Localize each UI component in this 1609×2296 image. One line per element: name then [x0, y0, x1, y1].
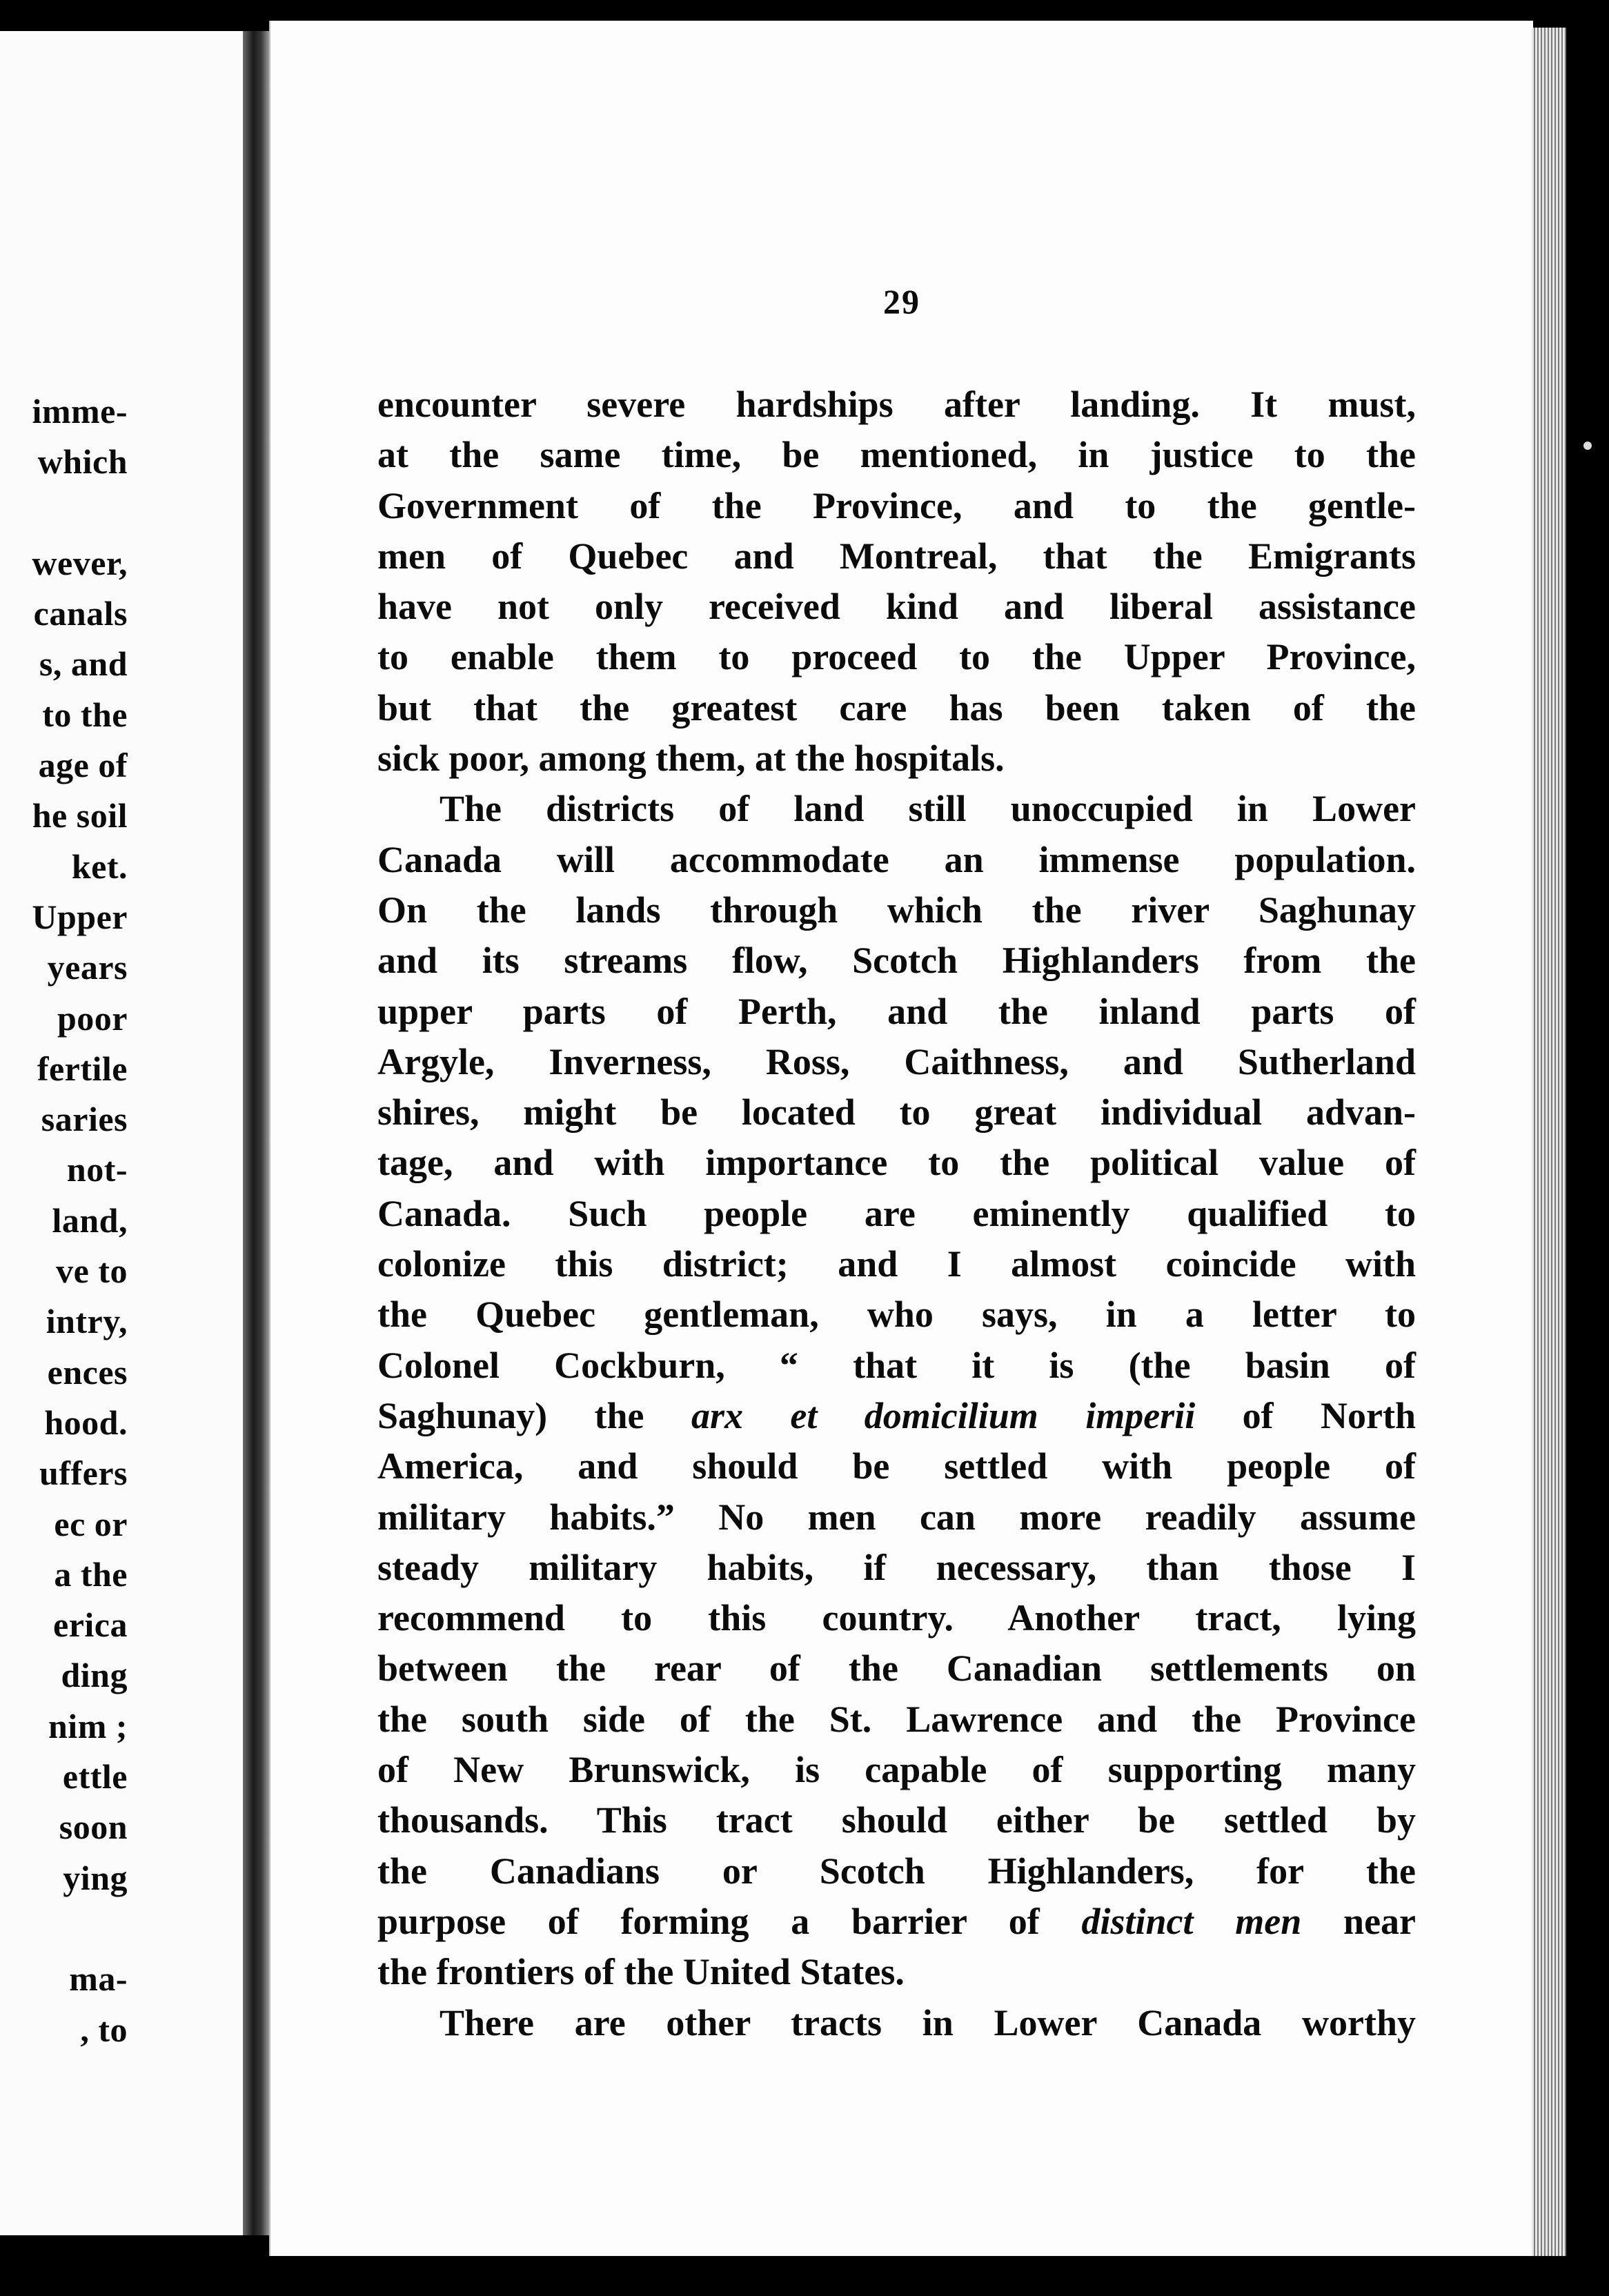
text-line: and its streams flow, Scotch Highlanders from the — [377, 940, 1416, 982]
text-line: sick poor, among them, at the hospitals. — [377, 738, 1005, 780]
left-line: years — [47, 948, 128, 987]
text-line: Argyle, Inverness, Ross, Caithness, and Sutherland — [377, 1040, 1416, 1082]
left-line: saries — [41, 1100, 128, 1139]
left-line: age of — [38, 746, 128, 785]
text-line: the south side of the St. Lawrence and the Province — [377, 1698, 1416, 1740]
left-page-fragment — [0, 31, 245, 2235]
left-line: soon — [59, 1808, 128, 1847]
left-line: uffers — [39, 1454, 128, 1493]
left-line: imme- — [32, 392, 128, 430]
left-line — [0, 488, 128, 538]
paragraph-start-line: There are other tracts in Lower Canada worthy — [440, 2001, 1416, 2043]
page-stack-edge — [1532, 28, 1566, 2256]
italic-phrase: distinct men — [1081, 1900, 1302, 1942]
book-gutter — [243, 31, 269, 2235]
text-line: Canada. Such people are eminently qualified to — [377, 1192, 1416, 1234]
text-line: Canada will accommodate an immense population. — [377, 838, 1416, 880]
text-line: America, and should be settled with people of — [377, 1445, 1416, 1487]
text-line: the Quebec gentleman, who says, in a letter to — [377, 1294, 1416, 1336]
text-line: to enable them to proceed to the Upper Province, — [377, 636, 1416, 678]
left-line: hood. — [44, 1403, 128, 1442]
left-line: he soil — [32, 796, 128, 835]
text-line-with-italic — [377, 1897, 1416, 1947]
text-line: recommend to this country. Another tract, lying — [377, 1597, 1416, 1639]
text-line: between the rear of the Canadian settlements on — [377, 1647, 1416, 1690]
left-line: poor — [57, 998, 128, 1038]
left-line: ettle — [62, 1757, 128, 1797]
left-line: canals — [33, 594, 128, 633]
left-line: intry, — [46, 1302, 128, 1341]
left-page-text — [0, 386, 128, 2055]
text-line: shires, might be located to great individual advan- — [377, 1091, 1416, 1134]
text-line: but that the greatest care has been taken of the — [377, 686, 1416, 729]
text-line: of New Brunswick, is capable of supporting many — [377, 1749, 1416, 1791]
left-line: erica — [53, 1605, 128, 1645]
text-segment: Saghunay) the — [377, 1394, 644, 1436]
text-line: have not only received kind and liberal assistance — [377, 586, 1416, 628]
text-line: men of Quebec and Montreal, that the Emigrants — [377, 535, 1416, 577]
left-line: ket. — [71, 847, 128, 886]
text-line: upper parts of Perth, and the inland parts of — [377, 990, 1416, 1032]
text-line: military habits.” No men can more readily assume — [377, 1496, 1416, 1538]
left-line: ences — [47, 1352, 128, 1392]
left-line: to the — [42, 695, 128, 734]
text-line: thousands. This tract should either be settled by — [377, 1799, 1416, 1841]
text-line: Government of the Province, and to the gentle- — [377, 484, 1416, 526]
left-line: fertile — [37, 1049, 128, 1088]
left-line: land, — [52, 1200, 128, 1240]
left-line — [0, 1903, 128, 1954]
left-line: ying — [63, 1858, 128, 1897]
text-line: the frontiers of the United States. — [377, 1951, 905, 1993]
text-segment: purpose of forming a barrier of — [377, 1900, 1040, 1942]
left-line: which — [37, 442, 128, 482]
text-line: the Canadians or Scotch Highlanders, for the — [377, 1850, 1416, 1892]
text-segment: of North — [1242, 1394, 1416, 1436]
text-line: Colonel Cockburn, “ that it is (the basin of — [377, 1344, 1416, 1386]
text-line: tage, and with importance to the political value of — [377, 1142, 1416, 1184]
left-line: s, and — [39, 644, 128, 684]
left-line: not- — [66, 1150, 128, 1189]
italic-phrase: arx et domicilium imperii — [691, 1394, 1196, 1436]
left-line: ding — [61, 1656, 128, 1695]
text-line: encounter severe hardships after landing. It must, — [377, 384, 1416, 425]
left-line: , to — [80, 2010, 128, 2049]
left-line: ma- — [69, 1959, 128, 1999]
text-line: On the lands through which the river Saghunay — [377, 889, 1416, 931]
right-page — [269, 21, 1533, 2256]
text-line: steady military habits, if necessary, than those I — [377, 1546, 1416, 1588]
left-line: wever, — [32, 543, 128, 582]
page-body-text — [377, 379, 1416, 2048]
paragraph-start-line: The districts of land still unoccupied in Lower — [440, 788, 1416, 830]
paper-speck — [1583, 442, 1592, 450]
left-line: Upper — [32, 897, 128, 936]
text-line-with-italic — [377, 1391, 1416, 1441]
page-number: 29 — [883, 282, 920, 321]
left-line: nim ; — [48, 1706, 128, 1745]
left-line: ec or — [54, 1504, 128, 1543]
text-line: at the same time, be mentioned, in justice to the — [377, 434, 1416, 476]
left-line: ve to — [56, 1251, 128, 1291]
text-segment: near — [1343, 1900, 1416, 1942]
left-line: a the — [54, 1554, 128, 1594]
text-line: colonize this district; and I almost coincide with — [377, 1243, 1416, 1285]
